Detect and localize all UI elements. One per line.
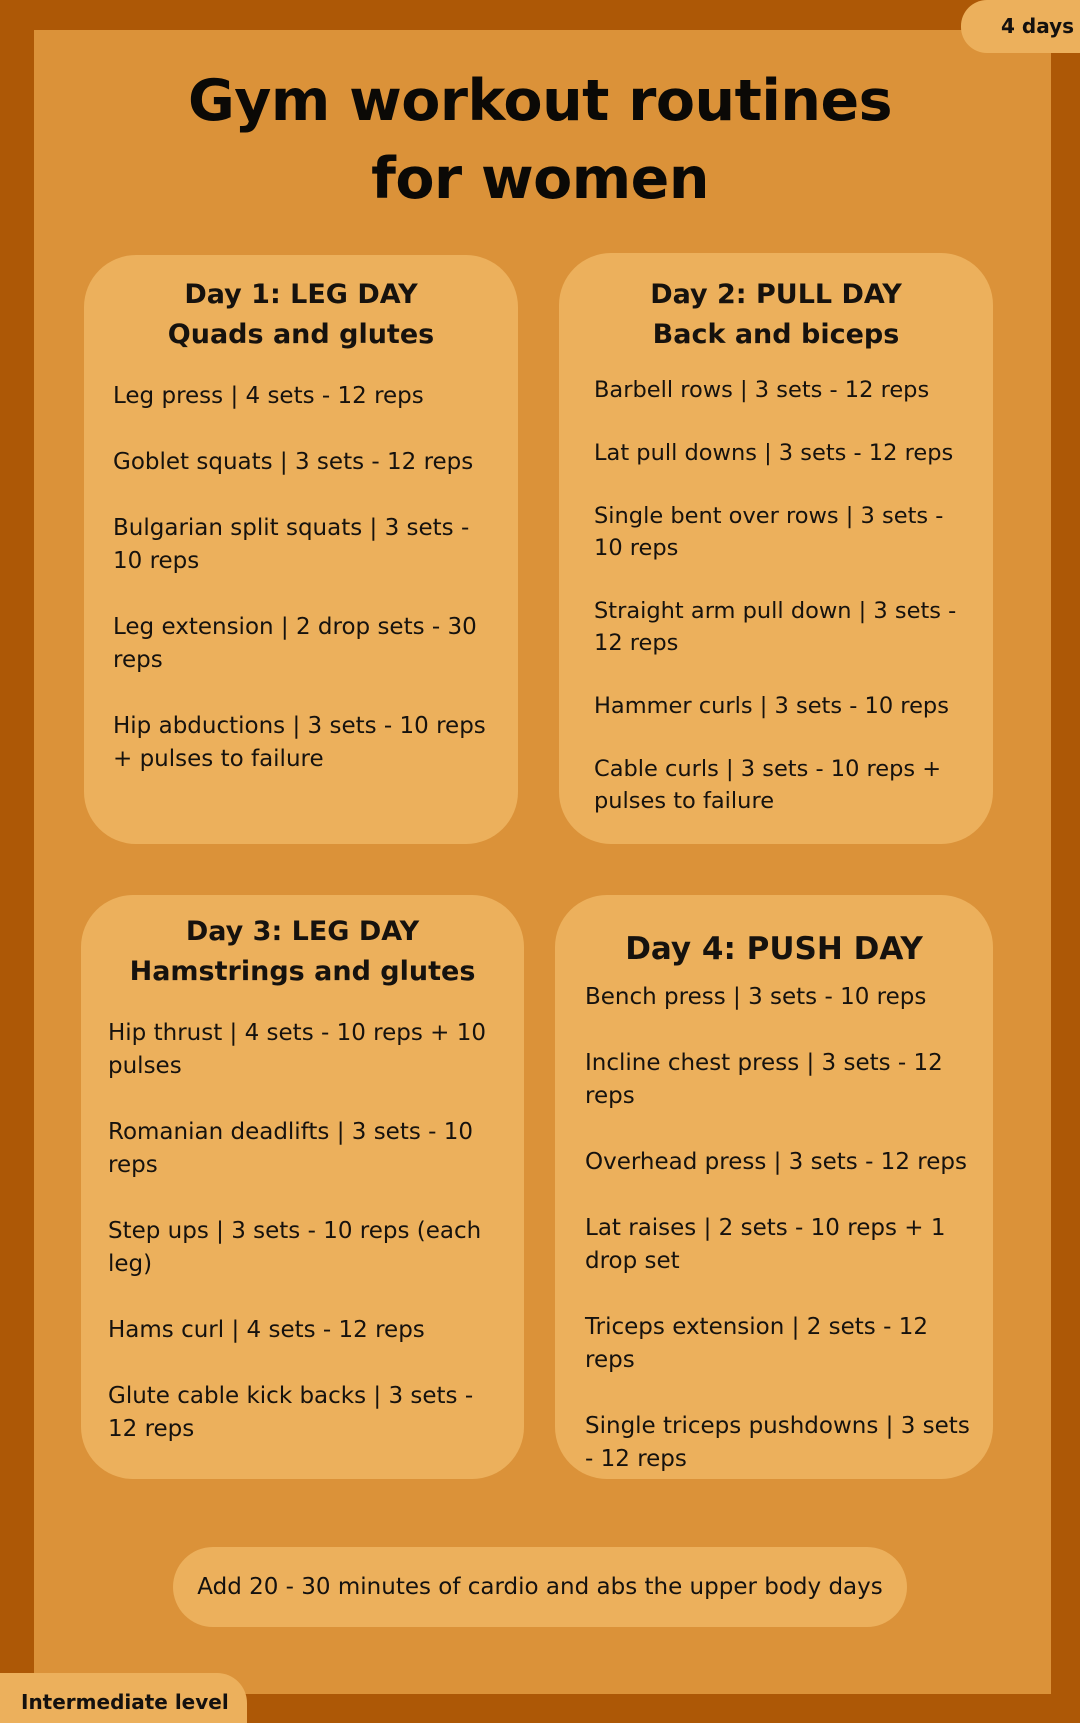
exercise-item: Romanian deadlifts | 3 sets - 10 reps xyxy=(108,1119,474,1178)
exercise-item: Straight arm pull down | 3 sets - 12 reps xyxy=(594,598,957,656)
day-1-subtitle: Quads and glutes xyxy=(167,319,435,350)
exercise-item: Lat pull downs | 3 sets - 12 reps xyxy=(594,440,954,466)
exercise-item: Bench press | 3 sets - 10 reps xyxy=(585,984,927,1010)
day-3-card xyxy=(81,895,524,1479)
exercise-item: Lat raises | 2 sets - 10 reps + 1 drop set xyxy=(585,1215,946,1274)
day-3-exercise-list xyxy=(81,1017,524,1446)
day-4-exercise-list xyxy=(555,981,993,1476)
day-2-exercise-list xyxy=(559,374,993,817)
exercise-item: Bulgarian split squats | 3 sets - 10 reps xyxy=(113,515,470,574)
days-badge: 4 days xyxy=(961,0,1080,53)
exercise-item: Hip abductions | 3 sets - 10 reps + pulses to failure xyxy=(113,713,486,772)
page-title xyxy=(0,62,1080,218)
exercise-item: Single bent over rows | 3 sets - 10 reps xyxy=(594,503,944,561)
exercise-item: Leg extension | 2 drop sets - 30 reps xyxy=(113,614,477,673)
day-4-title: Day 4: PUSH DAY xyxy=(625,931,923,967)
exercise-item: Step ups | 3 sets - 10 reps (each leg) xyxy=(108,1218,482,1277)
page-title-line-2: for women xyxy=(371,146,709,212)
exercise-item: Hammer curls | 3 sets - 10 reps xyxy=(594,693,949,719)
exercise-item: Overhead press | 3 sets - 12 reps xyxy=(585,1149,967,1175)
day-3-title: Day 3: LEG DAY xyxy=(185,916,420,947)
exercise-item: Triceps extension | 2 sets - 12 reps xyxy=(585,1314,928,1373)
exercise-item: Hams curl | 4 sets - 12 reps xyxy=(108,1317,425,1343)
page-title-line-1: Gym workout routines xyxy=(187,68,893,134)
day-1-title: Day 1: LEG DAY xyxy=(184,279,418,310)
exercise-item: Leg press | 4 sets - 12 reps xyxy=(113,383,424,409)
exercise-item: Single triceps pushdowns | 3 sets - 12 reps xyxy=(585,1413,970,1472)
day-2-title: Day 2: PULL DAY xyxy=(650,279,902,310)
exercise-item: Goblet squats | 3 sets - 12 reps xyxy=(113,449,474,475)
day-1-card xyxy=(84,255,518,844)
day-2-subtitle: Back and biceps xyxy=(652,319,900,350)
day-1-heading xyxy=(84,275,518,355)
level-badge: Intermediate level xyxy=(0,1673,247,1723)
cardio-note: Add 20 - 30 minutes of cardio and abs the upper body days xyxy=(173,1547,907,1627)
exercise-item: Cable curls | 3 sets - 10 reps + pulses to failure xyxy=(594,756,942,814)
day-2-card xyxy=(559,253,993,844)
day-3-heading xyxy=(81,912,524,992)
exercise-item: Glute cable kick backs | 3 sets - 12 reps xyxy=(108,1383,474,1442)
day-3-subtitle: Hamstrings and glutes xyxy=(129,956,476,987)
exercise-item: Hip thrust | 4 sets - 10 reps + 10 pulses xyxy=(108,1020,487,1079)
exercise-item: Barbell rows | 3 sets - 12 reps xyxy=(594,377,930,403)
exercise-item: Incline chest press | 3 sets - 12 reps xyxy=(585,1050,943,1109)
day-1-exercise-list xyxy=(84,380,518,776)
day-4-card xyxy=(555,895,993,1479)
day-2-heading xyxy=(559,275,993,355)
